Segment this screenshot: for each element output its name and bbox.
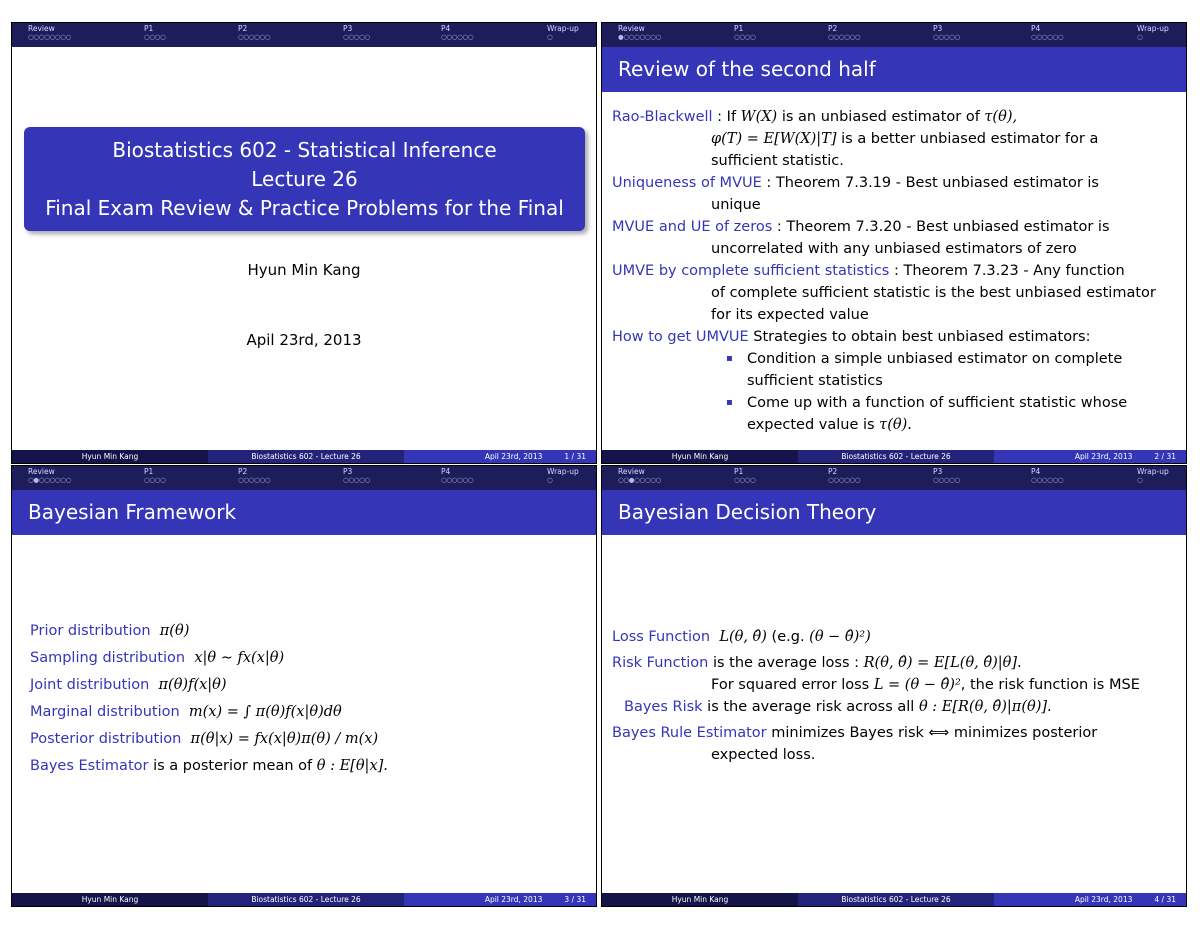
title-line-2: Lecture 26 — [251, 167, 358, 191]
footer — [602, 450, 1186, 463]
footer-date: Apil 23rd, 2013 2 / 31 — [994, 450, 1186, 463]
nav-bar — [602, 23, 1186, 47]
uniqueness-item: Uniqueness of MVUE : Theorem 7.3.19 - Best unbiased estimator is — [612, 175, 1099, 191]
term-rao-blackwell: Rao-Blackwell — [612, 109, 713, 125]
nav-section-p1[interactable]: P1 ○○○○ — [734, 24, 756, 41]
slide-1 — [11, 22, 597, 464]
author-name: Hyun Min Kang — [247, 261, 361, 279]
frame-title: Bayesian Framework — [12, 490, 596, 535]
bullet-item: ▪ Come up with a function of sufficient statistic whose — [612, 392, 1178, 414]
nav-section-p2[interactable]: P2 ○○○○○○ — [238, 24, 271, 41]
posterior-item: Posterior distribution π(θ|x) = fx(x|θ)π(θ) / m(x) — [30, 731, 379, 747]
frame-title: Review of the second half — [602, 47, 1186, 92]
slide-2 — [601, 22, 1187, 464]
slide-4 — [601, 465, 1187, 907]
bullet-item: ▪ Condition a simple unbiased estimator on complete — [612, 348, 1178, 370]
bayes-estimator-item: Bayes Estimator is a posterior mean of θ : E[θ|x]. — [30, 758, 388, 774]
rao-blackwell-item: Rao-Blackwell : If W(X) is an unbiased estimator of τ(θ), — [612, 109, 1018, 125]
nav-section-p2[interactable]: P2 ○○○○○○ — [828, 467, 861, 484]
how-to-umvue-item: How to get UMVUE Strategies to obtain best unbiased estimators: — [612, 329, 1091, 345]
footer — [12, 893, 596, 906]
slide-content — [30, 618, 588, 780]
nav-section-p2[interactable]: P2 ○○○○○○ — [238, 467, 271, 484]
sampling-item: Sampling distribution x|θ ∼ fx(x|θ) — [30, 650, 285, 666]
page-number: 4 / 31 — [1154, 895, 1176, 904]
nav-section-p3[interactable]: P3 ○○○○○ — [933, 24, 960, 41]
footer-title: Biostatistics 602 - Lecture 26 — [798, 450, 994, 463]
title-box — [24, 127, 585, 231]
page-number: 1 / 31 — [564, 452, 586, 461]
frame-title: Bayesian Decision Theory — [602, 490, 1186, 535]
nav-section-p4[interactable]: P4 ○○○○○○ — [441, 467, 474, 484]
nav-section-p3[interactable]: P3 ○○○○○ — [343, 24, 370, 41]
nav-bar — [12, 23, 596, 47]
footer — [602, 893, 1186, 906]
footer-title: Biostatistics 602 - Lecture 26 — [798, 893, 994, 906]
nav-bar — [602, 466, 1186, 490]
nav-section-p4[interactable]: P4 ○○○○○○ — [441, 24, 474, 41]
footer-title: Biostatistics 602 - Lecture 26 — [208, 893, 404, 906]
mvue-zeros-item: MVUE and UE of zeros : Theorem 7.3.20 - Best unbiased estimator is — [612, 219, 1110, 235]
nav-section-p1[interactable]: P1 ○○○○ — [144, 24, 166, 41]
term-how-to-umvue: How to get UMVUE — [612, 329, 749, 345]
complete-sufficient-item: UMVE by complete sufficient statistics : Theorem 7.3.23 - Any function — [612, 263, 1125, 279]
footer-date: Apil 23rd, 2013 4 / 31 — [994, 893, 1186, 906]
joint-item: Joint distribution π(θ)f(x|θ) — [30, 677, 227, 693]
nav-section-review[interactable]: Review ○●○○○○○○ — [28, 467, 71, 484]
marginal-item: Marginal distribution m(x) = ∫ π(θ)f(x|θ)dθ — [30, 704, 342, 720]
nav-section-p1[interactable]: P1 ○○○○ — [734, 467, 756, 484]
title-line-1: Biostatistics 602 - Statistical Inference — [112, 138, 497, 162]
slide-3 — [11, 465, 597, 907]
loss-function-item: Loss Function L(θ, θ̂) (e.g. (θ − θ̂)²) — [612, 629, 871, 645]
footer-author: Hyun Min Kang — [12, 893, 208, 906]
term-uniqueness: Uniqueness of MVUE — [612, 175, 762, 191]
title-line-3: Final Exam Review & Practice Problems for the Final — [45, 196, 564, 220]
nav-section-p1[interactable]: P1 ○○○○ — [144, 467, 166, 484]
nav-section-review[interactable]: Review ○○○○○○○○ — [28, 24, 71, 41]
footer-title: Biostatistics 602 - Lecture 26 — [208, 450, 404, 463]
nav-section-p3[interactable]: P3 ○○○○○ — [343, 467, 370, 484]
nav-section-p3[interactable]: P3 ○○○○○ — [933, 467, 960, 484]
nav-bar — [12, 466, 596, 490]
nav-section-wrapup[interactable]: Wrap-up ○ — [1137, 467, 1169, 484]
footer-author: Hyun Min Kang — [602, 893, 798, 906]
footer — [12, 450, 596, 463]
footer-date: Apil 23rd, 2013 3 / 31 — [404, 893, 596, 906]
slide-content: Loss Function L(θ, θ̂) (e.g. (θ − θ̂)²) Risk Function is the average loss : R(θ, θ̂) = E[L(θ, θ̂)|θ]. For squared error loss L = (θ − θ̂)², the risk function is MSE Bayes Risk is the average risk across all θ : E[R(θ, θ̂)|π(θ)]. Bayes Rule Estimator minimizes Bayes risk ⟺ minimizes posterior expected loss. — [612, 626, 1178, 766]
nav-section-review[interactable]: Review ○○●○○○○○ — [618, 467, 661, 484]
nav-section-p4[interactable]: P4 ○○○○○○ — [1031, 24, 1064, 41]
nav-section-wrapup[interactable]: Wrap-up ○ — [547, 24, 579, 41]
term-complete-sufficient: UMVE by complete sufficient statistics — [612, 263, 890, 279]
footer-author: Hyun Min Kang — [12, 450, 208, 463]
footer-author: Hyun Min Kang — [602, 450, 798, 463]
nav-section-wrapup[interactable]: Wrap-up ○ — [547, 467, 579, 484]
page-number: 3 / 31 — [564, 895, 586, 904]
term-mvue-zeros: MVUE and UE of zeros — [612, 219, 773, 235]
nav-section-review[interactable]: Review ●○○○○○○○ — [618, 24, 661, 41]
bayes-rule-estimator-item: Bayes Rule Estimator minimizes Bayes risk ⟺ minimizes posterior — [612, 725, 1098, 741]
page-number: 2 / 31 — [1154, 452, 1176, 461]
nav-section-p2[interactable]: P2 ○○○○○○ — [828, 24, 861, 41]
risk-function-item: Risk Function is the average loss : R(θ, θ̂) = E[L(θ, θ̂)|θ]. — [612, 655, 1022, 671]
bayes-risk-item: Bayes Risk is the average risk across all θ : E[R(θ, θ̂)|π(θ)]. — [624, 699, 1052, 715]
footer-date: Apil 23rd, 2013 1 / 31 — [404, 450, 596, 463]
slide-content: Rao-Blackwell : If W(X) is an unbiased estimator of τ(θ), φ(T) = E[W(X)|T] is a better unbiased estimator for a sufficient statistic. Uniqueness of MVUE : Theorem 7.3.19 - Best unbiased estimator is unique MVUE and UE of zeros : Theorem 7.3.20 - Best unbiased estimator is uncorrelated with any unbiased estimators of zero UMVE by complete sufficient statistics : Theorem 7.3.23 - Any function of complete sufficient statistic is the best unbiased estimator for its expected value How to get UMVUE Strategies to obtain best unbiased estimators: ▪ Condition a simple unbiased estimator on complete sufficient statistics ▪ Come up with a function of sufficient statistic whose expected value is τ(θ). — [612, 106, 1178, 436]
nav-section-p4[interactable]: P4 ○○○○○○ — [1031, 467, 1064, 484]
prior-item: Prior distribution π(θ) — [30, 623, 190, 639]
presentation-date: Apil 23rd, 2013 — [246, 331, 362, 349]
nav-section-wrapup[interactable]: Wrap-up ○ — [1137, 24, 1169, 41]
